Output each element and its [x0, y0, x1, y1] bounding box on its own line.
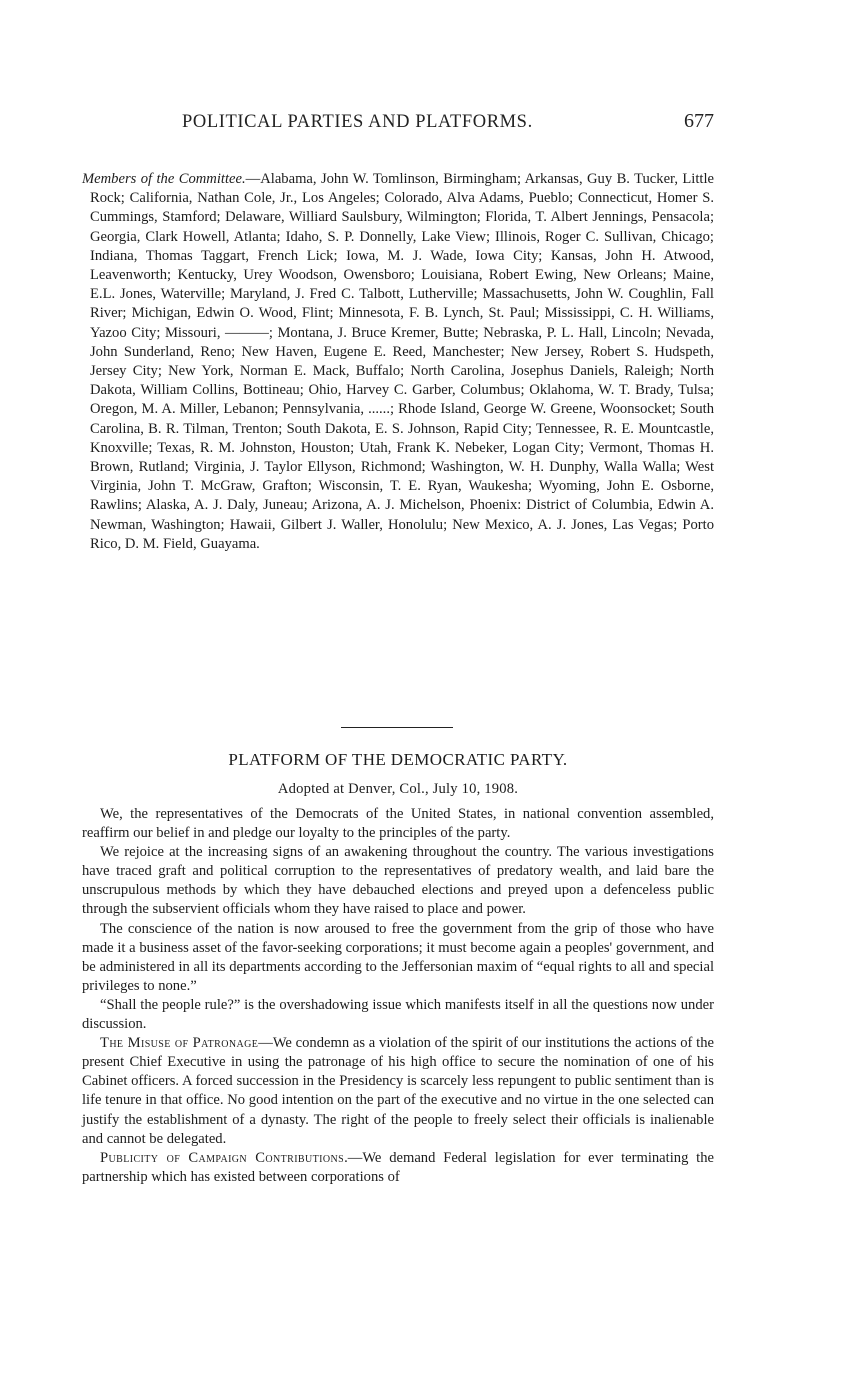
adoption-line: Adopted at Denver, Col., July 10, 1908. — [277, 781, 519, 797]
paragraph-awakening: We rejoice at the increasing signs of an awakening throughout the country. The various investigations have traced graft and political corruption to the representatives of predatory wealth, and laid bare the unscrupulous methods by which they have debauched elections and preyed upon a defenceless public through the subservient officials whom they have raised to place and power. — [82, 844, 714, 918]
paragraph-people-rule: “Shall the people rule?” is the overshadowing issue which manifests itself in all the questions now under discussion. — [82, 996, 714, 1033]
committee-members-text: —Alabama, John W. Tomlinson, Birmingham; Arkansas, Guy B. Tucker, Little Rock; California, Nathan Cole, Jr., Los Angeles; Colorado, Alva Adams, Pueblo; Connecticut, Homer S. Cummings, Stamford; Delaware, Williard Saulsbury, Wilmington; Florida, T. Albert Jennings, Pensacola; Georgia, Clark Howell, Atlanta; Idaho, S. P. Donnelly, Lake View; Illinois, Roger C. Sullivan, Chicago; Indiana, Thomas Taggart, French Lick; Iowa, M. J. Wade, Iowa City; Kansas, John H. Atwood, Leavenworth; Kentucky, Urey Woodson, Owensboro; Louisiana, Robert Ewing, New Orleans; Maine, E.L. Jones, Waterville; Maryland, J. Fred C. Talbott, Lutherville; Massachusetts, John W. Coughlin, Fall River; Michigan, Edwin O. Wood, Flint; Minnesota, F. B. Lynch, St. Paul; Mississippi, C. H. Williams, Yazoo City; Missouri, ———; Montana, J. Bruce Kremer, Butte; Nebraska, P. L. Hall, Lincoln; Nevada, John Sunderland, Reno; New Haven, Eugene E. Reed, Manchester; New Jersey, Robert S. Hudspeth, Jersey City; New York, Norman E. Mack, Buffalo; North Carolina, Josephus Daniels, Raleigh; North Dakota, William Collins, Bottineau; Ohio, Harvey C. Garber, Columbus; Oklahoma, W. T. Brady, Tulsa; Oregon, M. A. Miller, Lebanon; Pennsylvania, ......; Rhode Island, George W. Greene, Woonsocket; South Carolina, B. R. Tilman, Trenton; South Dakota, E. S. Johnson, Rapid City; Tennessee, R. E. Mountcastle, Knoxville; Texas, R. M. Johnston, Houston; Utah, Frank K. Nebeker, Logan City; Vermont, Thomas H. Brown, Rutland; Virginia, J. Taylor Ellyson, Richmond; Washington, W. H. Dunphy, Walla Walla; West Virginia, John T. McGraw, Grafton; Wisconsin, T. E. Ryan, Waukesha; Wyoming, John E. Osborne, Rawlins; Alaska, A. J. Daly, Juneau; Arizona, A. J. Michelson, Phoenix: District of Columbia, Edwin A. Newman, Washington; Hawaii, Gilbert J. Waller, Honolulu; New Mexico, A. J. Jones, Las Vegas; Porto Rico, D. M. Field, Guayama. — [90, 171, 715, 552]
misuse-of-patronage-text: —We condemn as a violation of the spirit of our institutions the actions of the present Chief Executive in using the patronage of his high office to secure the nomination of one of his Cabinet officers. A forced succession in the Presidency is scarcely less repungent to public sentiment than is life tenure in that office. No good intention on the part of the executive and no virtue in the one selected can justify the establishment of a dynasty. The right of the people to freely select their officials is inalienable and cannot be delegated. — [82, 1035, 714, 1147]
running-head — [82, 112, 714, 138]
misuse-of-patronage-heading: The Misuse of Patronage — [100, 1035, 259, 1052]
running-title: POLITICAL PARTIES AND PLATFORMS. — [182, 112, 533, 132]
platform-title: PLATFORM OF THE DEMOCRATIC PARTY. — [228, 750, 568, 769]
campaign-contributions-heading: Publicity of Campaign Contributions — [100, 1149, 345, 1166]
paragraph-campaign-contributions — [82, 1149, 714, 1187]
paragraph-preamble: We, the representatives of the Democrats of the United States, in national convention assembled, reaffirm our belief in and pledge our loyalty to the principles of the party. — [82, 806, 714, 842]
platform-body — [82, 805, 714, 1187]
committee-lead: Members of the Committee. — [82, 171, 246, 187]
committee-members-paragraph — [82, 170, 714, 554]
section-divider — [341, 727, 453, 728]
campaign-contributions-text: .—We demand Federal legislation for ever terminating the partnership which has existed between corporations of — [82, 1149, 714, 1185]
paragraph-conscience: The conscience of the nation is now aroused to free the government from the grip of those who have made it a business asset of the favor-seeking corporations; it must become again a peoples' government, and be administered in all its departments according to the Jeffersonian maxim of “equal rights to all and special privileges to none.” — [82, 920, 714, 994]
page-number: 677 — [684, 110, 714, 132]
paragraph-misuse-of-patronage — [82, 1034, 714, 1149]
